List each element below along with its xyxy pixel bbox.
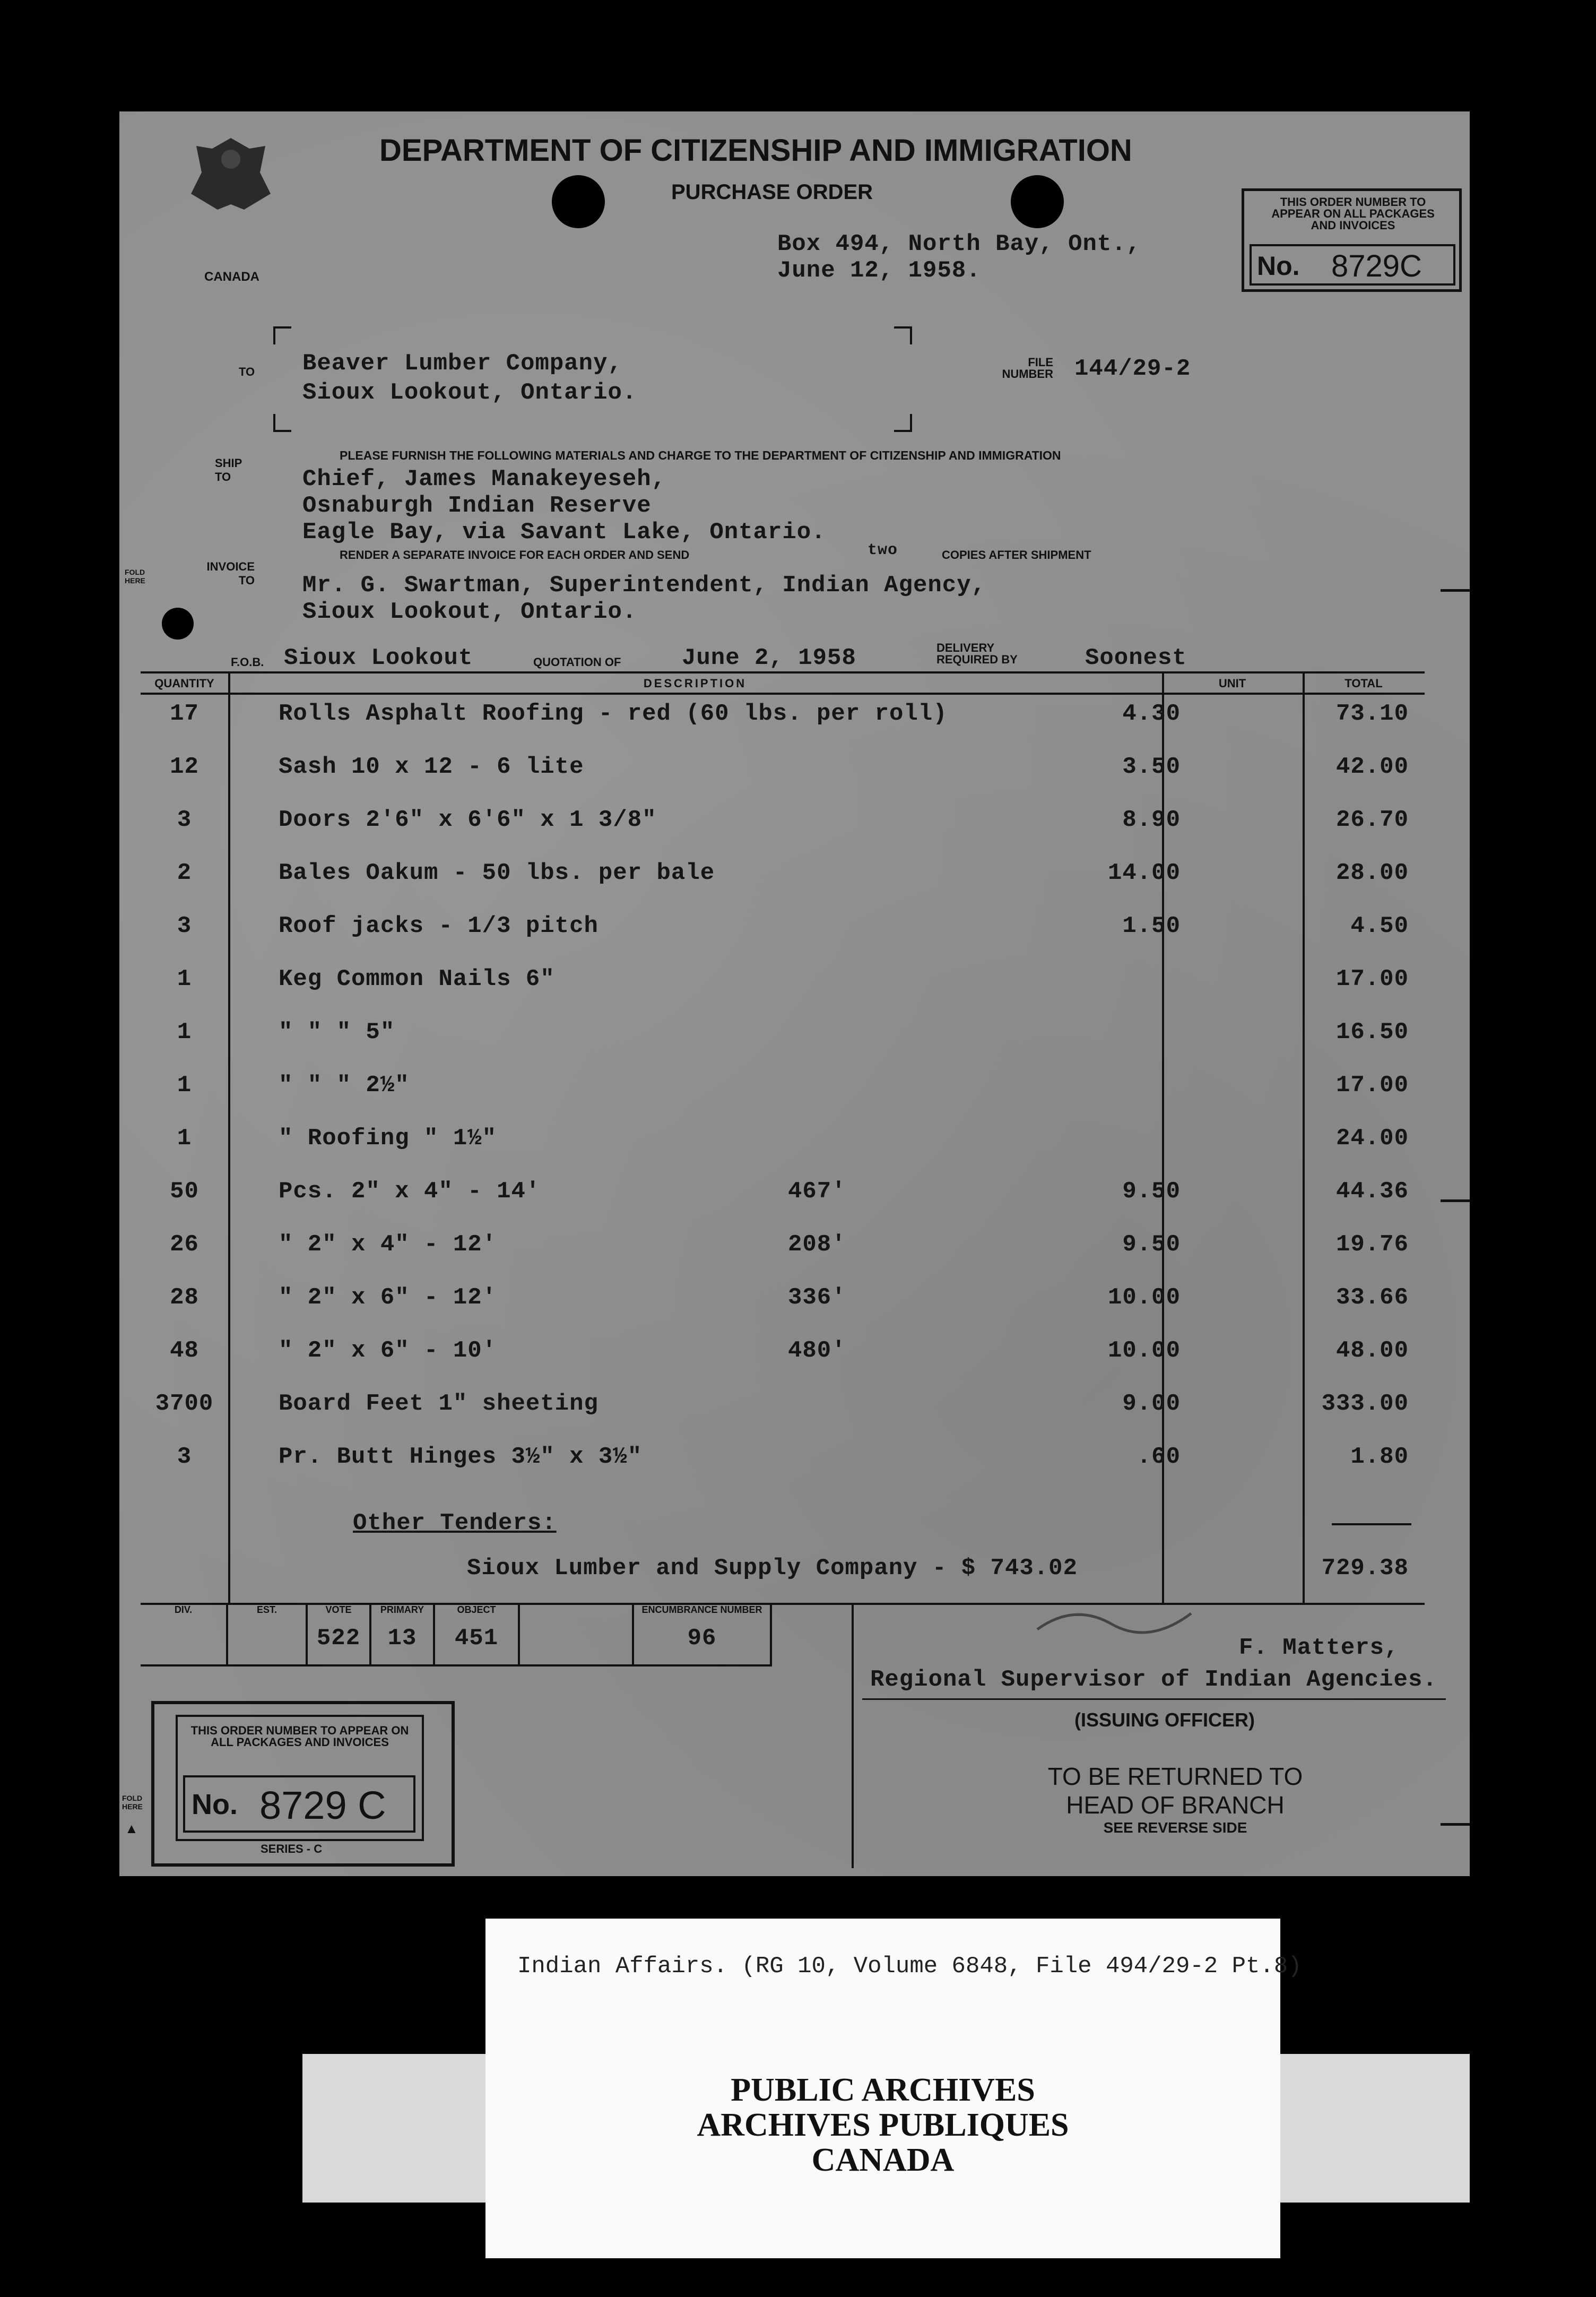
item-description: Bales Oakum - 50 lbs. per bale [279,860,715,886]
item-description: Board Feet 1" sheeting [279,1391,598,1417]
item-unit-price: .60 [1137,1444,1181,1470]
item-footage: 208' [788,1231,846,1258]
table-row [141,1125,1425,1174]
item-total: 42.00 [1335,754,1409,780]
coding-cell [520,1603,634,1666]
item-unit-price: 1.50 [1122,913,1181,939]
item-quantity: 3 [177,1444,192,1470]
table-row [141,1231,1425,1280]
item-quantity: 3700 [155,1391,214,1417]
signer-title: Regional Supervisor of Indian Agencies. [870,1666,1437,1693]
grand-total: 729.38 [1321,1555,1409,1582]
return-line-2: HEAD OF BRANCH [1066,1791,1285,1819]
ship-to-line-2: Osnaburgh Indian Reserve [302,493,652,519]
total-header: TOTAL [1345,677,1383,690]
bottom-order-inner [176,1715,424,1841]
item-total: 44.36 [1335,1178,1409,1205]
item-total: 73.10 [1335,701,1409,727]
coding-cell [228,1603,308,1666]
column-rule [852,1603,854,1868]
item-total: 1.80 [1350,1444,1409,1470]
country-label: CANADA [204,270,259,284]
unit-header: UNIT [1218,677,1246,690]
order-no-label: No. [1257,251,1300,281]
item-total: 4.50 [1350,913,1409,939]
item-quantity: 28 [170,1284,199,1311]
item-description: " 2" x 6" - 12' [279,1284,497,1311]
issuing-officer-label: (ISSUING OFFICER) [1074,1709,1255,1731]
item-footage: 336' [788,1284,846,1311]
bracket [894,414,912,432]
table-row [141,1391,1425,1439]
invoice-copies: two [868,541,898,559]
to-line-1: Beaver Lumber Company, [302,350,622,377]
form-title: PURCHASE ORDER [671,180,873,204]
coding-header: ENCUMBRANCE NUMBER [641,1604,762,1615]
item-unit-price: 9.50 [1122,1178,1181,1205]
table-row [141,1072,1425,1121]
table-row [141,807,1425,856]
coding-cell [141,1603,228,1666]
item-unit-price: 10.00 [1107,1284,1181,1311]
other-tender: Sioux Lumber and Supply Company - $ 743.02 [467,1555,1078,1582]
coding-value: 451 [454,1625,499,1652]
fold-here-label: FOLD HERE [125,568,145,585]
fold-mark [1441,1823,1470,1826]
item-quantity: 1 [177,1125,192,1152]
table-row [141,1019,1425,1068]
coding-header: DIV. [174,1604,193,1615]
bracket [894,326,912,344]
item-total: 26.70 [1335,807,1409,833]
item-total: 333.00 [1321,1391,1409,1417]
item-description: " Roofing " 1½" [279,1125,497,1152]
table-row [141,913,1425,962]
description-header: DESCRIPTION [643,677,747,690]
item-footage: 467' [788,1178,846,1205]
archive-reference: Indian Affairs. (RG 10, Volume 6848, File 494/29-2 Pt.8) [517,1953,1302,1980]
coding-value: 96 [687,1625,717,1652]
delivery-label: DELIVERY REQUIRED BY [936,641,1018,666]
archive-label-card [485,1919,1302,2258]
table-row [141,1178,1425,1227]
furnish-instruction: PLEASE FURNISH THE FOLLOWING MATERIALS AND CHARGE TO THE DEPARTMENT OF CITIZENSHIP AND IMMIGRATION [340,448,1061,462]
item-description: " 2" x 4" - 12' [279,1231,497,1258]
bottom-order-number: 8729 C [259,1783,386,1827]
sender-address: Box 494, North Bay, Ont., [777,231,1141,257]
archive-name [485,2073,1280,2178]
item-footage: 480' [788,1337,846,1364]
item-quantity: 1 [177,966,192,992]
quotation-date: June 2, 1958 [682,645,856,671]
item-total: 19.76 [1335,1231,1409,1258]
invoice-instruction: RENDER A SEPARATE INVOICE FOR EACH ORDER AND SEND [340,548,690,562]
ship-to-line-3: Eagle Bay, via Savant Lake, Ontario. [302,519,826,546]
account-coding-table [141,1603,852,1666]
to-line-2: Sioux Lookout, Ontario. [302,379,637,406]
series-label: SERIES - C [261,1842,323,1855]
item-description: Rolls Asphalt Roofing - red (60 lbs. per roll) [279,701,948,727]
file-number: 144/29-2 [1074,356,1191,382]
bracket [273,414,291,432]
coding-cell [308,1603,371,1666]
return-line-3: SEE REVERSE SIDE [1103,1819,1247,1836]
archive-line-1: PUBLIC ARCHIVES [731,2072,1035,2108]
item-total: 24.00 [1335,1125,1409,1152]
item-quantity: 17 [170,701,199,727]
item-quantity: 12 [170,754,199,780]
item-description: " 2" x 6" - 10' [279,1337,497,1364]
order-number-field [1250,244,1455,286]
coding-cell [371,1603,435,1666]
bracket [273,326,291,344]
invoice-to-line-2: Sioux Lookout, Ontario. [302,599,637,625]
bottom-order-number-box [151,1701,455,1867]
table-rule [141,693,1425,695]
coding-value: 522 [316,1625,361,1652]
table-row [141,860,1425,909]
fob-value: Sioux Lookout [284,645,473,671]
table-row [141,1284,1425,1333]
item-description: Keg Common Nails 6" [279,966,555,992]
item-quantity: 3 [177,807,192,833]
item-description: " " " 5" [279,1019,395,1046]
ship-to-label: SHIP TO [215,456,242,483]
item-unit-price: 8.90 [1122,807,1181,833]
invoice-instruction-end: COPIES AFTER SHIPMENT [942,548,1091,562]
table-row [141,966,1425,1015]
item-description: Pcs. 2" x 4" - 14' [279,1178,541,1205]
item-unit-price: 3.50 [1122,754,1181,780]
item-total: 16.50 [1335,1019,1409,1046]
coding-header: OBJECT [457,1604,496,1615]
coding-header: VOTE [325,1604,352,1615]
order-number: 8729C [1331,249,1422,283]
item-quantity: 48 [170,1337,199,1364]
coding-cell [435,1603,520,1666]
punch-hole [162,608,194,640]
item-quantity: 3 [177,913,192,939]
department-title: DEPARTMENT OF CITIZENSHIP AND IMMIGRATION [379,133,1132,168]
item-total: 17.00 [1335,1072,1409,1099]
quotation-label: QUOTATION OF [533,655,621,669]
item-description: Doors 2'6" x 6'6" x 1 3/8" [279,807,657,833]
other-tenders-label: Other Tenders: [353,1510,557,1536]
coding-value: 13 [387,1625,417,1652]
item-quantity: 50 [170,1178,199,1205]
item-total: 28.00 [1335,860,1409,886]
item-unit-price: 9.50 [1122,1231,1181,1258]
item-unit-price: 4.30 [1122,701,1181,727]
quantity-header: QUANTITY [154,677,214,690]
coding-header: PRIMARY [380,1604,424,1615]
fold-mark [1441,1199,1470,1202]
item-description: " " " 2½" [279,1072,410,1099]
to-label: TO [239,365,255,378]
item-quantity: 2 [177,860,192,886]
table-row [141,1337,1425,1386]
item-quantity: 1 [177,1019,192,1046]
signer-name: F. Matters, [1239,1635,1399,1661]
bottom-order-field [183,1775,415,1833]
invoice-to-label: INVOICE TO [206,560,255,587]
coding-header: EST. [256,1604,277,1615]
order-number-caption: THIS ORDER NUMBER TO APPEAR ON ALL PACKAGES AND INVOICES [1271,195,1435,232]
file-number-label: FILE NUMBER [1002,356,1053,381]
items-table [141,671,1425,1603]
total-rule [1332,1523,1411,1525]
triangle-icon: ▲ [125,1820,138,1836]
item-description: Roof jacks - 1/3 pitch [279,913,598,939]
table-row [141,701,1425,749]
signature-rule [862,1698,1446,1700]
item-description: Pr. Butt Hinges 3½" x 3½" [279,1444,643,1470]
fold-here-label: FOLD HERE [122,1794,143,1811]
item-unit-price: 10.00 [1107,1337,1181,1364]
purchase-order-sheet [119,111,1470,1876]
bottom-no-label: No. [192,1789,238,1820]
item-unit-price: 14.00 [1107,860,1181,886]
item-quantity: 26 [170,1231,199,1258]
ship-to-line-1: Chief, James Manakeyeseh, [302,466,666,493]
signature-scrawl [1032,1597,1223,1640]
order-date: June 12, 1958. [777,257,981,284]
fold-mark [1441,589,1470,592]
table-rule [141,671,1425,673]
fob-label: F.O.B. [231,655,264,669]
archive-line-3: CANADA [811,2142,955,2178]
invoice-to-line-1: Mr. G. Swartman, Superintendent, Indian Agency, [302,572,986,599]
return-line-1: TO BE RETURNED TO [1047,1763,1303,1790]
coding-header [520,1603,632,1605]
punch-hole [552,175,605,228]
item-total: 17.00 [1335,966,1409,992]
item-total: 48.00 [1335,1337,1409,1364]
return-instruction [990,1762,1361,1836]
item-description: Sash 10 x 12 - 6 lite [279,754,584,780]
coat-of-arms-icon [186,135,276,215]
item-quantity: 1 [177,1072,192,1099]
table-row [141,1444,1425,1492]
delivery-value: Soonest [1085,645,1187,671]
order-number-box [1242,188,1462,292]
punch-hole [1011,175,1064,228]
item-unit-price: 9.00 [1122,1391,1181,1417]
coding-cell [634,1603,772,1666]
table-row [141,754,1425,802]
bottom-order-caption: THIS ORDER NUMBER TO APPEAR ON ALL PACKAGES AND INVOICES [190,1724,409,1749]
item-total: 33.66 [1335,1284,1409,1311]
archive-line-2: ARCHIVES PUBLIQUES [697,2107,1069,2143]
